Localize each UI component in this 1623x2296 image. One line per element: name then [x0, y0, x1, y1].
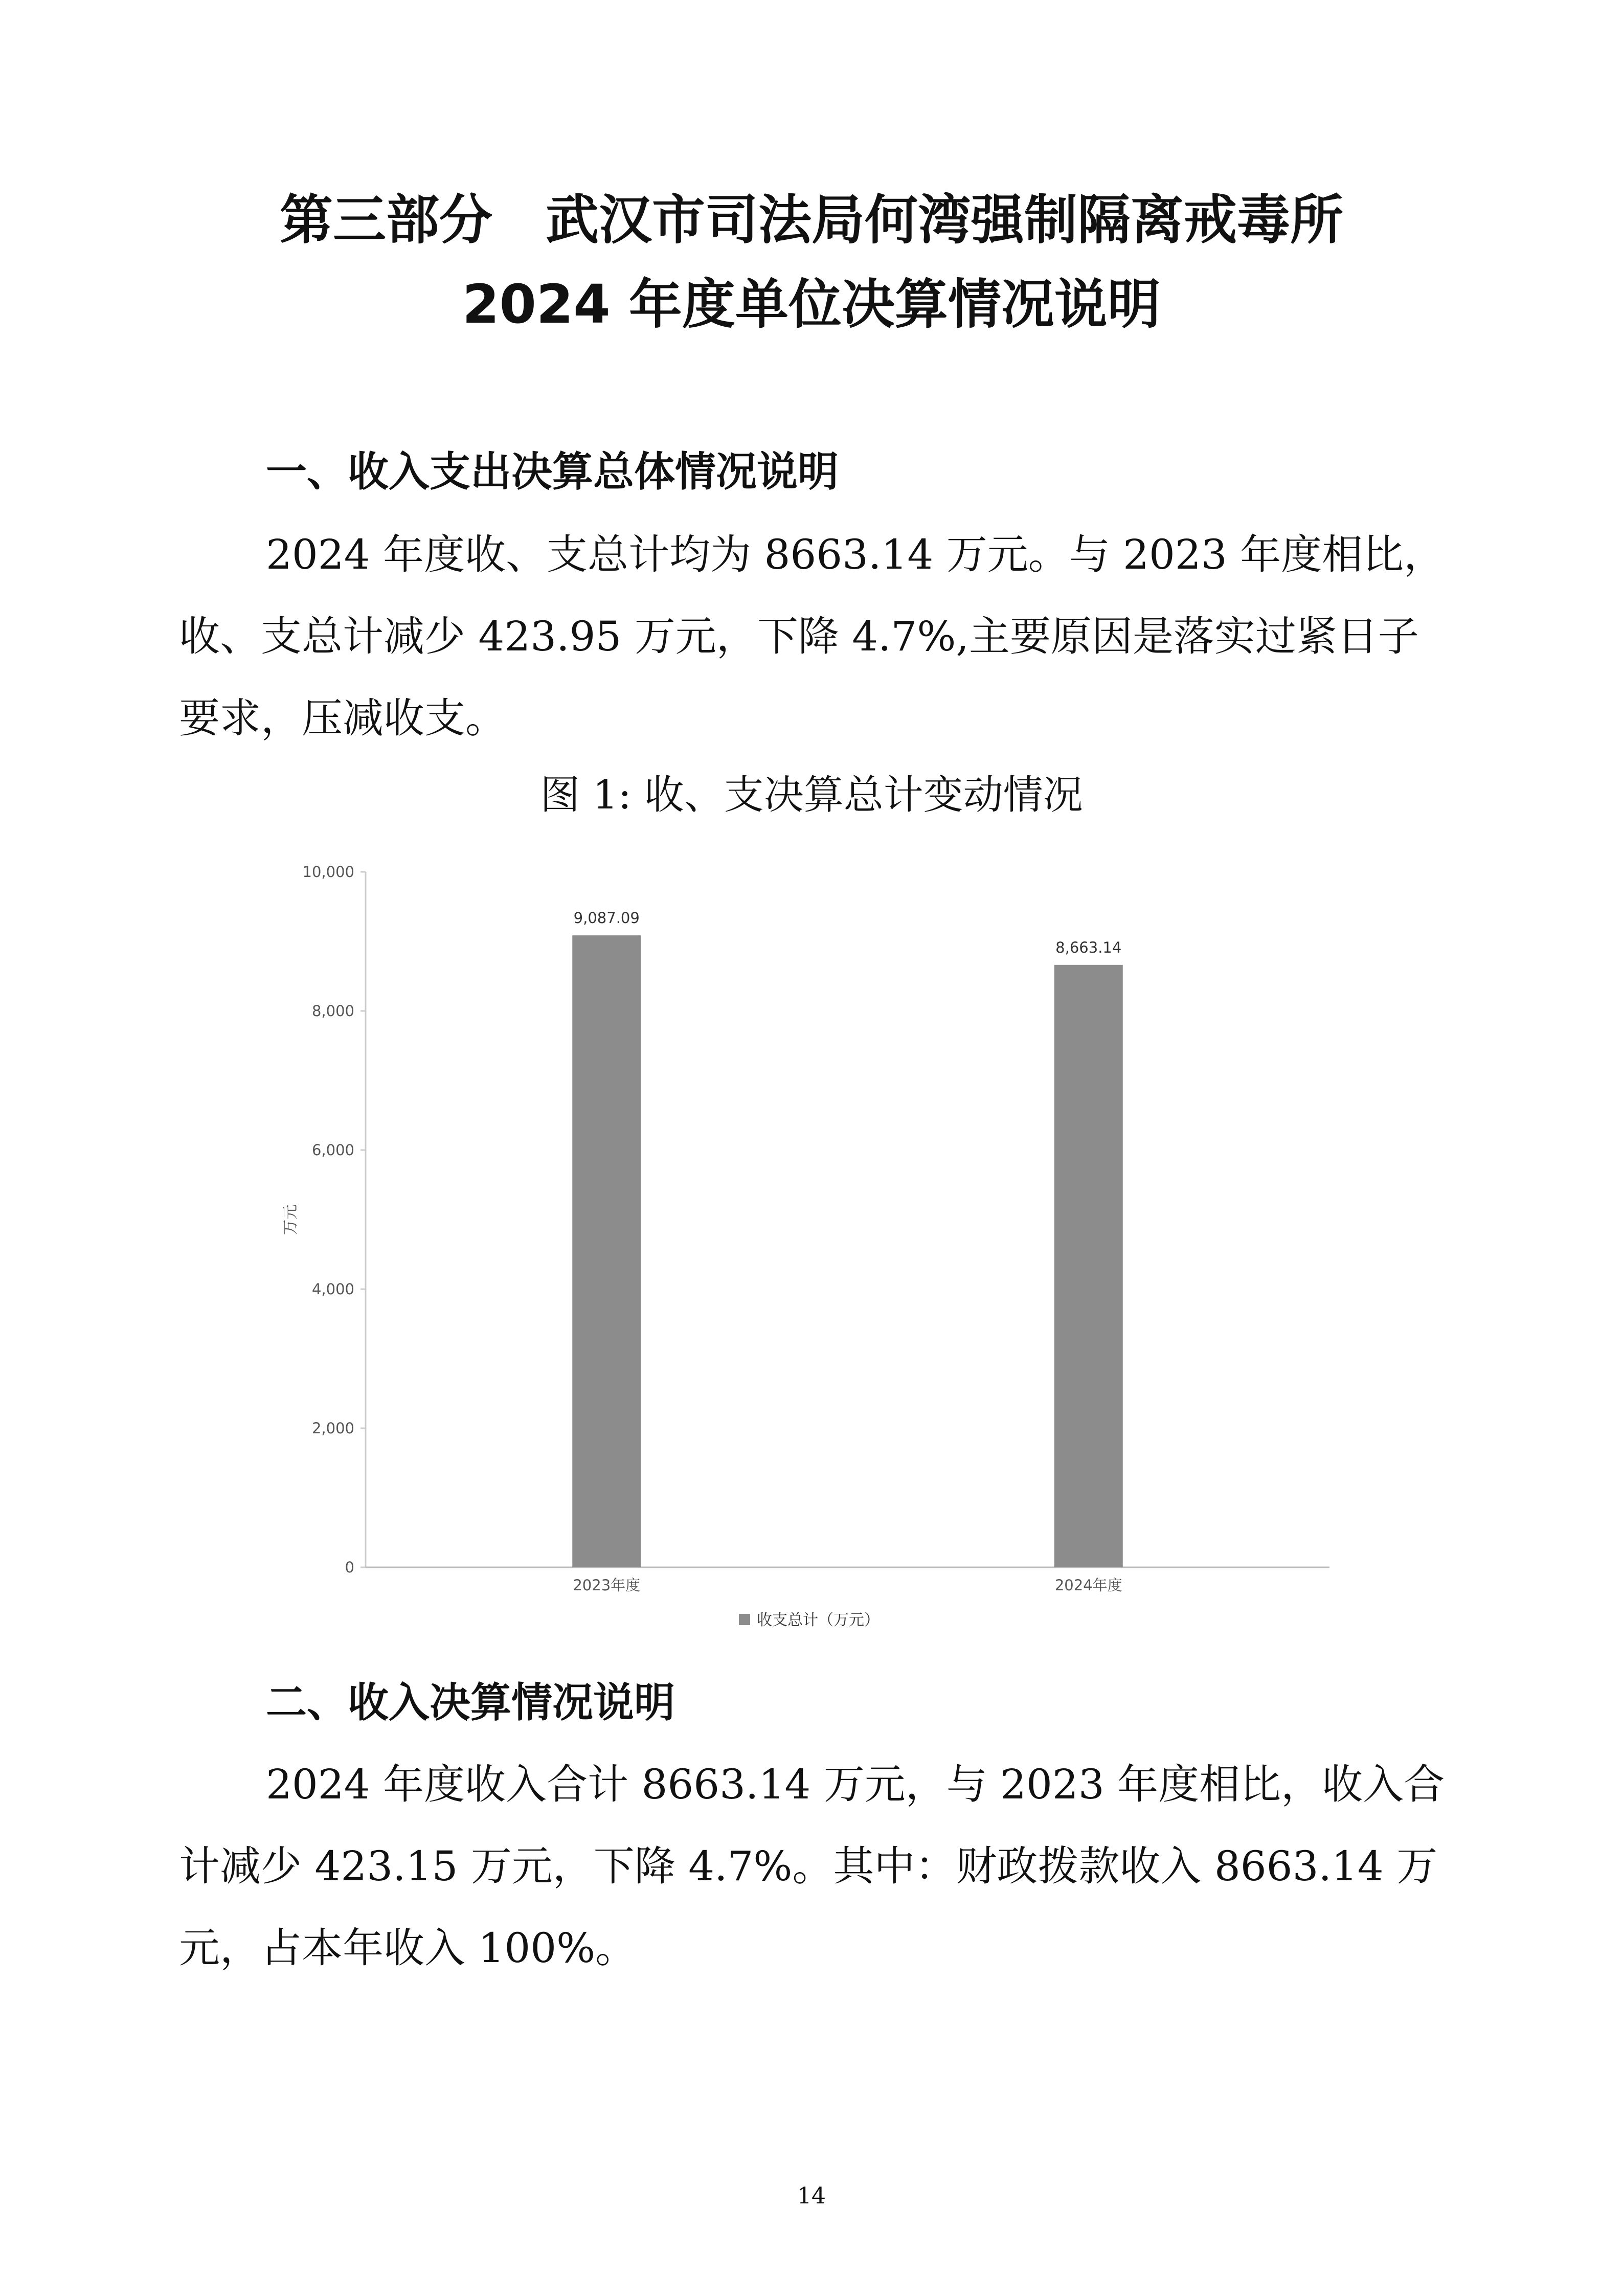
- section-1-line-1: 2024 年度收、支总计均为 8663.14 万元。与 2023 年度相比，: [266, 531, 1445, 578]
- y-axis-label: 万元: [282, 1204, 300, 1235]
- legend-swatch: [739, 1614, 750, 1625]
- x-tick-label: 2023年度: [573, 1577, 641, 1594]
- page-number: 14: [797, 2183, 826, 2209]
- section-1-heading: 一、收入支出决算总体情况说明: [266, 448, 839, 496]
- y-tick-labels: [303, 863, 366, 1576]
- y-tick-label: 0: [345, 1559, 354, 1576]
- y-tick-label: 8,000: [311, 1002, 354, 1020]
- section-2-line-3: 元，占本年收入 100%。: [179, 1924, 637, 1972]
- y-tick-label: 4,000: [311, 1280, 354, 1298]
- section-1-line-2: 收、支总计减少 423.95 万元，下降 4.7%,主要原因是落实过紧日子: [179, 613, 1419, 660]
- section-2-line-2: 计减少 423.15 万元，下降 4.7%。其中：财政拨款收入 8663.14 万: [179, 1842, 1438, 1890]
- y-tick-label: 2,000: [311, 1420, 354, 1437]
- page-title-line-2: 2024 年度单位决算情况说明: [462, 273, 1161, 335]
- x-tick-label: 2024年度: [1054, 1577, 1122, 1594]
- section-2-heading: 二、收入决算情况说明: [266, 1679, 675, 1726]
- bar-value-label: 9,087.09: [573, 909, 640, 927]
- page-title-line-1: 第三部分 武汉市司法局何湾强制隔离戒毒所: [279, 189, 1343, 251]
- section-2-line-1: 2024 年度收入合计 8663.14 万元，与 2023 年度相比，收入合: [266, 1761, 1445, 1808]
- bar: [1054, 965, 1123, 1567]
- bar: [572, 935, 641, 1567]
- y-tick-label: 6,000: [311, 1141, 354, 1159]
- bar-value-label: 8,663.14: [1055, 938, 1122, 956]
- bars: [572, 909, 1123, 1594]
- y-tick-label: 10,000: [302, 863, 354, 881]
- figure-1-caption: 图 1: 收、支决算总计变动情况: [540, 772, 1083, 818]
- section-1-line-3: 要求，压减收支。: [179, 694, 506, 742]
- legend-label: 收支总计（万元）: [757, 1611, 880, 1629]
